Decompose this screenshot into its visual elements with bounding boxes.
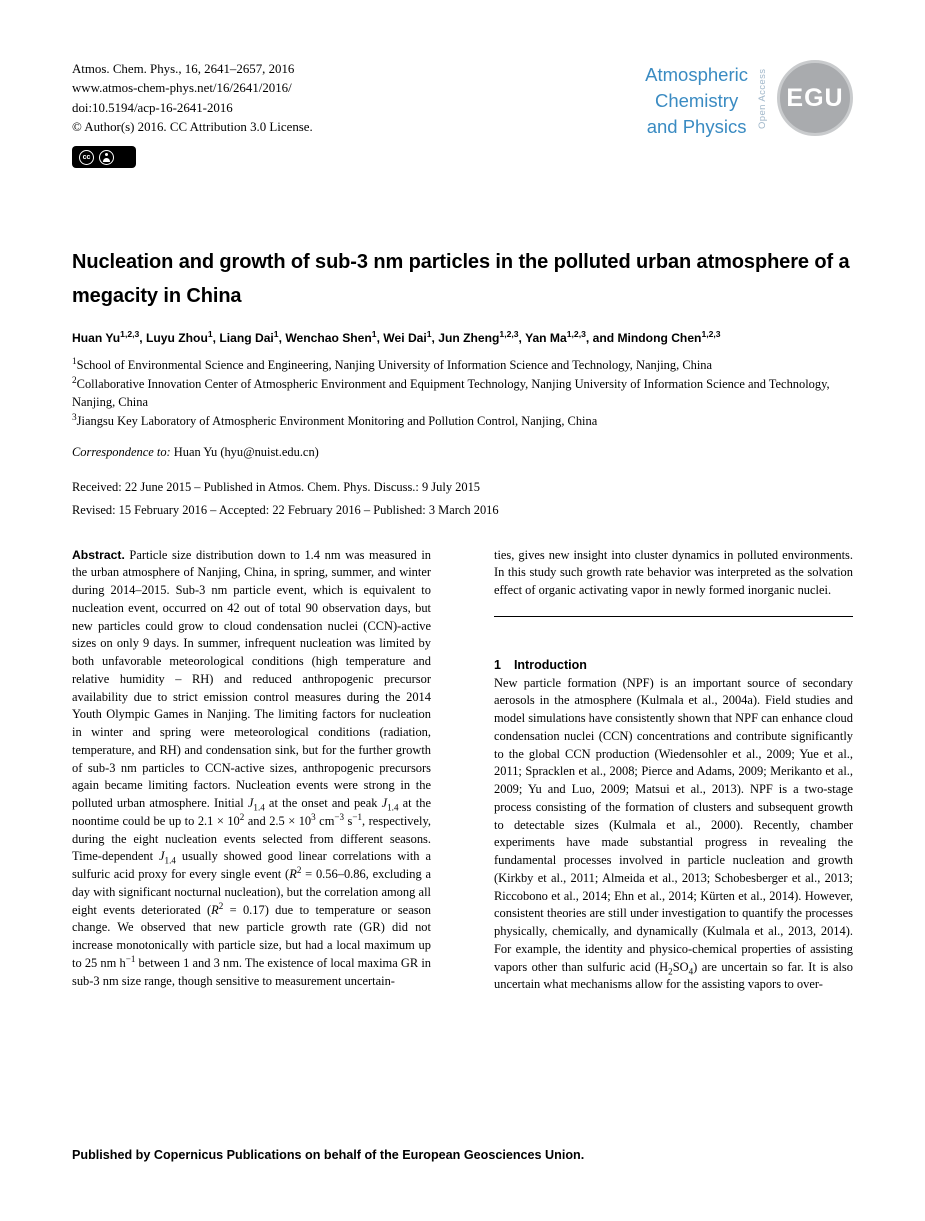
affiliation: [72, 375, 853, 412]
cc-by-badge[interactable]: [72, 146, 136, 168]
affiliation-number: 2: [72, 375, 77, 386]
abstract-paragraph: [72, 547, 431, 991]
affiliation-text: Jiangsu Key Laboratory of Atmospheric Environment Monitoring and Pollution Control, Nanjing, China: [76, 413, 598, 428]
journal-citation: Atmos. Chem. Phys., 16, 2641–2657, 2016: [72, 62, 295, 76]
correspondence-contact[interactable]: Huan Yu (hyu@nuist.edu.cn): [170, 444, 319, 459]
author: Wenchao Shen$^1$,: [285, 329, 384, 346]
introduction-paragraph: New particle formation (NPF) is an important source of secondary aerosols in the atmosphere (Kulmala et al., 2004a). Field studies and model simulations have consistently shown that NPF can enhance cloud condensation nuclei (CCN) concentrations and contribute significantly to the global CCN production (Wiedensohler et al., 2009; Yue et al., 2011; Spracklen et al., 2008; Pierce and Adams, 2009; Merikanto et al., 2009; Yu and Luo, 2009; Matsui et al., 2013). NPF is a two-stage process consisting of the formation of clusters and subsequent growth to detectable sizes (Kulmala et al., 2000). Recently, chamber experiments have made substantial progress in revealing the fundamental processes involved in particle nucleation and growth (Kirkby et al., 2011; Almeida et al., 2013; Schobesberger et al., 2013; Riccobono et al., 2014; Ehn et al., 2014; Kürten et al., 2014). However, consistent theories are still under investigation to quantify the processes physically, chemically, and dynamically (Kulmala et al., 2013, 2014). For example, the identity and physico-chemical properties of assisting vapors other than sulfuric acid $(H_2SO_4)$ are uncertain so far. It is also uncertain what mechanisms allow for the assisting vapors to over-: [494, 675, 853, 992]
masthead: [72, 60, 853, 168]
author: Wei Dai$^1$,: [383, 329, 439, 346]
author: Luyu Zhou$^1$,: [146, 329, 220, 346]
journal-name-line: Atmospheric: [645, 64, 748, 85]
author: Liang Dai$^1$,: [219, 329, 286, 346]
revised-line: Revised: 15 February 2016 – Accepted: 22 February 2016 – Published: 3 March 2016: [72, 502, 499, 517]
affiliation-number: 3: [72, 412, 77, 423]
affiliation: [72, 412, 853, 431]
section-number: 1: [494, 657, 501, 672]
affiliation-number: 1: [72, 357, 77, 368]
open-access-label: Open Access: [757, 68, 768, 130]
abstract-label: Abstract.: [72, 547, 125, 562]
affiliation: [72, 356, 853, 375]
received-line: Received: 22 June 2015 – Published in Atmos. Chem. Phys. Discuss.: 9 July 2015: [72, 479, 481, 494]
abstract-text: Particle size distribution down to 1.4 nm was measured in the urban atmosphere of Nanjing, China, in spring, summer, and winter during 2014–2015. Sub-3 nm particle event, which is equivalent to nucleation event, occurred on 42 out of total 90 observation days, but new particles could grow to cloud condensation nuclei (CCN)-active sizes on only 9 days. In summer, infrequent nucleation was limited by both unfavorable meteorological conditions (high temperature and relative humidity – RH) and reduced anthropogenic precursor availability due to strict emission control measures during the 2014 Youth Olympic Games in Nanjing. The limiting factors for nucleation in winter and spring were meteorological conditions (radiation, temperature, and RH) and condensation sink, but for the further growth of sub-3 nm particles to CCN-active sizes, anthropogenic precursors again became limiting factors. Nucleation events were strong in the polluted urban atmosphere. Initial $J_{1.4}$ at the onset and peak $J_{1.4}$ at the noontime could be up to $2.1 \times 10^2$ and $2.5 \times 10^3$ $cm^{-3}$ $s^{-1}$, respectively, during the eight nucleation events selected from different seasons. Time-dependent $J_{1.4}$ usually showed good linear correlations with a sulfuric acid proxy for every single event ($R^2 = 0.56-0.86$, excluding a day with significant nocturnal nucleation), but the correlation among all eight events deteriorated $(R^2 = 0.17)$ due to temperature or season change. We observed that new particle growth rate (GR) did not increase monotonically with particle size, but had a local maximum up to 25 nm $h^{-1}$ between 1 and 3 nm. The existence of local maxima GR in sub-3 nm size range, though sensitive to measurement uncertain-: [72, 547, 431, 988]
abstract-continuation: ties, gives new insight into cluster dynamics in polluted environments. In this study such growth rate behavior was interpreted as the solvation effect of organic activating vapor in newly formed inorganic nuclei.: [494, 547, 853, 598]
egu-logo: [777, 60, 853, 136]
author: Jun Zheng$^{1,2,3}$,: [438, 329, 526, 346]
left-column: [72, 547, 431, 995]
cc-icon: [79, 150, 94, 165]
article-doi[interactable]: doi:10.5194/acp-16-2641-2016: [72, 100, 233, 115]
author: Yan Ma$^{1,2,3}$, and: [525, 329, 618, 346]
article-url[interactable]: www.atmos-chem-phys.net/16/2641/2016/: [72, 81, 292, 96]
correspondence-line: [72, 445, 853, 460]
license-text: © Author(s) 2016. CC Attribution 3.0 License.: [72, 119, 313, 134]
journal-name: [645, 62, 748, 140]
author: Mindong Chen$^{1,2,3}$: [617, 329, 721, 346]
affiliation-text: School of Environmental Science and Engineering, Nanjing University of Information Science and Technology, Nanjing, China: [76, 358, 713, 373]
section-title: Introduction: [513, 657, 587, 672]
two-column-body: [72, 547, 853, 995]
journal-name-line: Chemistry: [654, 90, 739, 111]
author-list: [72, 331, 853, 345]
correspondence-label: Correspondence to:: [72, 444, 171, 459]
section-heading-introduction: [494, 657, 853, 675]
article-title: Nucleation and growth of sub-3 nm particles in the polluted urban atmosphere of a megacity in China: [72, 251, 850, 307]
journal-brand: [645, 60, 853, 140]
egu-logo-text: EGU: [786, 83, 844, 112]
affiliation-text: Collaborative Innovation Center of Atmospheric Environment and Equipment Technology, Nanjing University of Information Science and Technology, Nanjing, China: [72, 376, 830, 410]
page-footer: Published by Copernicus Publications on behalf of the European Geosciences Union.: [72, 1148, 585, 1162]
affiliation-list: [72, 356, 853, 430]
cc-by-person-icon: [99, 150, 114, 165]
citation-block: [72, 60, 313, 168]
cc-icon-text: cc: [82, 153, 91, 161]
author: Huan Yu$^{1,2,3}$,: [72, 329, 147, 346]
journal-name-line: and Physics: [646, 116, 747, 137]
right-column: [494, 547, 853, 995]
dates-block: [72, 476, 853, 522]
section-divider: [494, 616, 853, 617]
